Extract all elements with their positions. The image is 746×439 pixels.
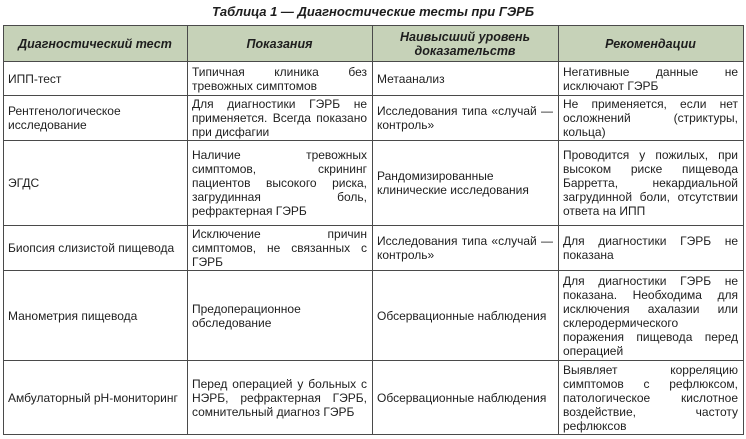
cell-indications: Для диагностики ГЭРБ не применяется. Всегда показано при дисфагии — [188, 96, 373, 141]
cell-indications: Наличие тревожных симптомов, скрининг пациентов высокого риска, загрудинная боль, рефрактерная ГЭРБ — [188, 141, 373, 226]
column-header-evidence-level: Наивысший уровень доказательств — [373, 26, 559, 62]
cell-recommendations: Проводится у пожилых, при высоком риске пищевода Барретта, некардиальной загрудинной боли, отсутствии ответа на ИПП — [559, 141, 744, 226]
cell-test: ЭГДС — [4, 141, 188, 226]
cell-recommendations: Негативные данные не исключают ГЭРБ — [559, 62, 744, 96]
cell-evidence-level: Обсервационные наблюдения — [373, 361, 559, 435]
cell-indications: Перед операцией у больных с НЭРБ, рефрактерная ГЭРБ, сомнительный диагноз ГЭРБ — [188, 361, 373, 435]
cell-test: Рентгенологическое исследование — [4, 96, 188, 141]
diagnostic-tests-table — [3, 25, 744, 435]
cell-recommendations: Для диагностики ГЭРБ не показана. Необходима для исключения ахалазии или склеродермического поражения пищевода перед операцией — [559, 271, 744, 361]
table-row — [4, 271, 744, 361]
cell-evidence-level: Исследования типа «случай — контроль» — [373, 226, 559, 271]
cell-indications: Типичная клиника без тревожных симптомов — [188, 62, 373, 96]
cell-evidence-level: Рандомизированные клинические исследования — [373, 141, 559, 226]
cell-evidence-level: Метаанализ — [373, 62, 559, 96]
cell-recommendations: Не применяется, если нет осложнений (стриктуры, кольца) — [559, 96, 744, 141]
cell-indications: Исключение причин симптомов, не связанных с ГЭРБ — [188, 226, 373, 271]
column-header-recommendations: Рекомендации — [559, 26, 744, 62]
cell-indications: Предоперационное обследование — [188, 271, 373, 361]
column-header-indications: Показания — [188, 26, 373, 62]
table-header-row — [4, 26, 744, 62]
table-row — [4, 361, 744, 435]
cell-test: Амбулаторный pH-мониторинг — [4, 361, 188, 435]
cell-evidence-level: Обсервационные наблюдения — [373, 271, 559, 361]
cell-recommendations: Выявляет корреляцию симптомов с рефлюксом, патологическое кислотное воздействие, частоту рефлюксов — [559, 361, 744, 435]
table-caption: Таблица 1 — Диагностические тесты при ГЭРБ — [211, 4, 535, 19]
table-row — [4, 226, 744, 271]
table-row — [4, 96, 744, 141]
table-row — [4, 141, 744, 226]
column-header-test: Диагностический тест — [4, 26, 188, 62]
cell-test: Манометрия пищевода — [4, 271, 188, 361]
cell-evidence-level: Исследования типа «случай — контроль» — [373, 96, 559, 141]
cell-recommendations: Для диагностики ГЭРБ не показана — [559, 226, 744, 271]
table-row — [4, 62, 744, 96]
cell-test: Биопсия слизистой пищевода — [4, 226, 188, 271]
cell-test: ИПП-тест — [4, 62, 188, 96]
